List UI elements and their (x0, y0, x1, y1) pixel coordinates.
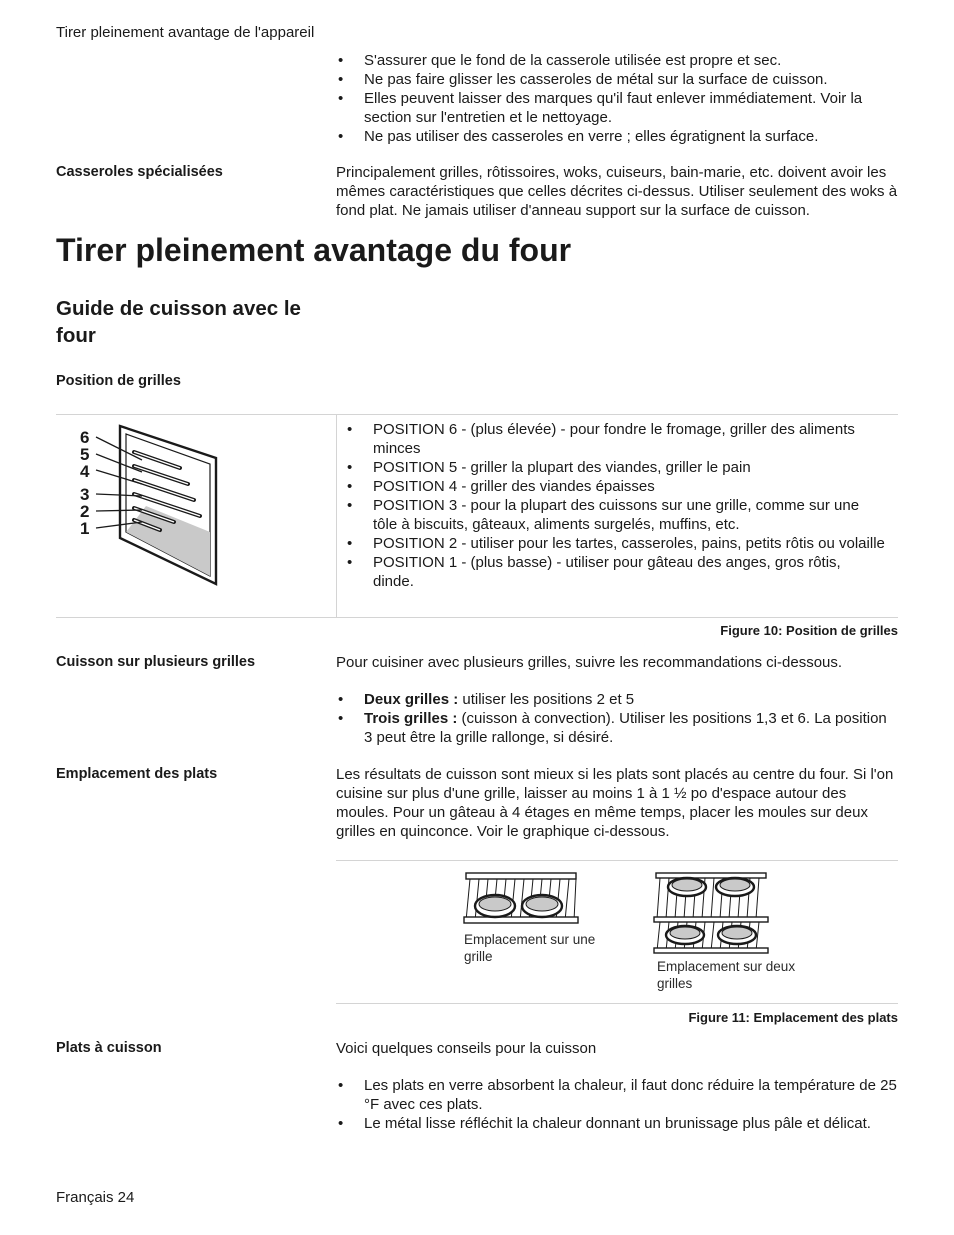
rack-number: 6 (80, 428, 90, 447)
one-rack-diagram (462, 871, 580, 927)
rack-number: 1 (80, 519, 90, 538)
list-item: • POSITION 1 - (plus basse) - utiliser pour gâteau des anges, gros rôtis, dinde. (345, 553, 885, 591)
divider (56, 414, 898, 415)
list-item: • S'assurer que le fond de la casserole utilisée est propre et sec. (336, 51, 898, 70)
list-item (336, 690, 898, 709)
bakeware-intro: Voici quelques conseils pour la cuisson (336, 1040, 597, 1057)
multi-rack-label: Cuisson sur plusieurs grilles (56, 654, 256, 670)
two-rack-caption: Emplacement sur deux grilles (657, 959, 796, 991)
list-item-lead: Deux grilles : (364, 691, 459, 708)
divider (336, 414, 337, 617)
list-item: • POSITION 5 - griller la plupart des viandes, griller le pain (345, 458, 885, 477)
one-rack-caption: Emplacement sur une grille (464, 932, 596, 964)
rack-positions-list (345, 420, 885, 591)
rack-positions-label: Position de grilles (56, 373, 181, 389)
placement-label: Emplacement des plats (56, 766, 218, 782)
list-item (336, 709, 898, 747)
list-item-lead: Trois grilles : (364, 710, 458, 727)
list-item: • POSITION 4 - griller des viandes épaisses (345, 477, 885, 496)
list-item: • POSITION 2 - utiliser pour les tartes, casseroles, pains, petits rôtis ou volaille (345, 534, 885, 553)
rack-position-diagram (76, 420, 226, 590)
figure-caption: Figure 11: Emplacement des plats (688, 1010, 898, 1025)
divider (56, 617, 898, 618)
running-header: Tirer pleinement avantage de l'appareil (56, 24, 315, 41)
special-pans-text: Principalement grilles, rôtissoires, woks, cuiseurs, bain-marie, etc. doivent avoir les mêmes caractéristiques que celles décrites ci-dessus. Utiliser seulement des woks à fond plat. Ne jamais utiliser d'anneau support sur la surface de cuisson. (336, 164, 898, 219)
list-item: • Ne pas utiliser des casseroles en verre ; elles égratignent la surface. (336, 127, 898, 146)
rack-number: 3 (80, 485, 90, 504)
list-item: • Le métal lisse réfléchit la chaleur donnant un brunissage plus pâle et délicat. (336, 1114, 898, 1133)
list-item: • POSITION 3 - pour la plupart des cuissons sur une grille, comme sur une tôle à biscuits, gâteaux, aliments surgelés, muffins, etc. (345, 496, 885, 534)
bakeware-label: Plats à cuisson (56, 1040, 162, 1056)
placement-text: Les résultats de cuisson sont mieux si les plats sont placés au centre du four. Si l'on cuisine sur plus d'une grille, laisser au moins 1 à 1 ½ po d'espace autour des moules. Pour un gâteau à 4 étages en même temps, placer les moules sur deux grilles en quinconce. Voir le graphique ci-dessous. (336, 766, 894, 840)
list-item: • Les plats en verre absorbent la chaleur, il faut donc réduire la température de 25 °F avec ces plats. (336, 1076, 898, 1114)
list-item-text: (cuisson à convection). Utiliser les positions 1,3 et 6. La position 3 peut être la grille rallonge, si désiré. (364, 710, 887, 746)
figure-caption: Figure 10: Position de grilles (720, 623, 898, 638)
page-footer: Français 24 (56, 1189, 135, 1206)
rack-number: 4 (80, 462, 90, 481)
multi-rack-text (336, 653, 898, 747)
two-rack-diagram (652, 871, 770, 955)
list-item-text: utiliser les positions 2 et 5 (458, 691, 635, 708)
list-item: • Ne pas faire glisser les casseroles de métal sur la surface de cuisson. (336, 70, 898, 89)
special-pans-label: Casseroles spécialisées (56, 164, 223, 180)
top-bullets (336, 51, 898, 146)
rack-number: 2 (80, 502, 90, 521)
rack-number: 5 (80, 445, 90, 464)
section-title: Guide de cuisson avec le four (56, 297, 301, 347)
page-title: Tirer pleinement avantage du four (56, 232, 572, 268)
divider (336, 860, 898, 861)
bakeware-text (336, 1039, 898, 1133)
list-item: • POSITION 6 - (plus élevée) - pour fondre le fromage, griller des aliments minces (345, 420, 885, 458)
list-item: • Elles peuvent laisser des marques qu'il faut enlever immédiatement. Voir la section sur l'entretien et le nettoyage. (336, 89, 898, 127)
multi-rack-intro: Pour cuisiner avec plusieurs grilles, suivre les recommandations ci-dessous. (336, 654, 843, 671)
divider (336, 1003, 898, 1004)
